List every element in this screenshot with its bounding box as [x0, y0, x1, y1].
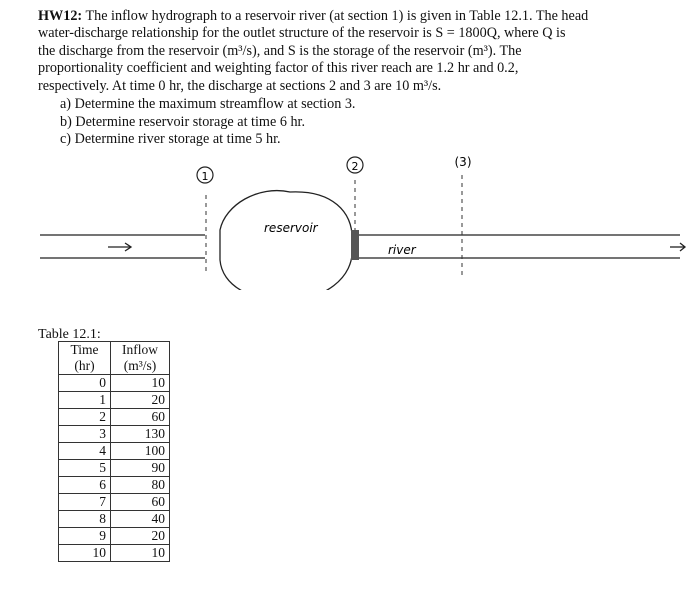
task-c: c) Determine river storage at time 5 hr. [60, 131, 281, 148]
time-cell: 5 [59, 460, 111, 477]
table-row [59, 409, 170, 426]
table-row [59, 477, 170, 494]
inflow-cell: 10 [111, 545, 170, 562]
task-b: b) Determine reservoir storage at time 6 hr. [60, 113, 306, 130]
problem-line-3: the discharge from the reservoir (m³/s), and S is the storage of the reservoir (m³). The [38, 42, 522, 59]
time-cell: 4 [59, 443, 111, 460]
task-list [60, 96, 355, 149]
table-row [59, 375, 170, 392]
outlet-structure [351, 230, 359, 260]
inflow-cell: 60 [111, 409, 170, 426]
table-row [59, 528, 170, 545]
inflow-cell: 20 [111, 392, 170, 409]
problem-line-1 [38, 8, 670, 25]
time-cell: 2 [59, 409, 111, 426]
inflow-table [58, 341, 170, 562]
time-header [59, 342, 111, 375]
table-row [59, 426, 170, 443]
time-header-unit: (hr) [74, 358, 95, 373]
table-row [59, 460, 170, 477]
inflow-cell: 60 [111, 494, 170, 511]
problem-text-1: The inflow hydrograph to a reservoir river (at section 1) is given in Table 12.1. The head [85, 8, 589, 24]
time-cell: 3 [59, 426, 111, 443]
table-row [59, 545, 170, 562]
table-row [59, 494, 170, 511]
task-a: a) Determine the maximum streamflow at section 3. [60, 96, 356, 112]
river-label: river [388, 243, 416, 257]
time-header-label: Time [70, 342, 99, 357]
time-cell: 8 [59, 511, 111, 528]
inflow-cell: 130 [111, 426, 170, 443]
time-cell: 7 [59, 494, 111, 511]
reservoir-label: reservoir [264, 221, 318, 235]
inflow-cell: 100 [111, 443, 170, 460]
problem-line-5: respectively. At time 0 hr, the discharge at sections 2 and 3 are 10 m³/s. [38, 77, 442, 94]
problem-line-2: water-discharge relationship for the outlet structure of the reservoir is S = 1800Q, where Q is [38, 25, 566, 42]
inflow-cell: 10 [111, 375, 170, 392]
problem-title: HW12: [38, 8, 83, 24]
section-3-label: (3) [454, 155, 472, 169]
table-row [59, 443, 170, 460]
time-cell: 1 [59, 392, 111, 409]
reservoir-river-sketch [0, 150, 700, 290]
time-cell: 9 [59, 528, 111, 545]
section-2-label: 2 [351, 160, 359, 173]
table-header-row [59, 342, 170, 375]
time-cell: 0 [59, 375, 111, 392]
inflow-cell: 20 [111, 528, 170, 545]
reservoir-outline [220, 191, 352, 290]
table-body [59, 375, 170, 562]
problem-line-4: proportionality coefficient and weighting factor of this river reach are 1.2 hr and 0.2, [38, 60, 519, 77]
inflow-header [111, 342, 170, 375]
inflow-cell: 40 [111, 511, 170, 528]
table-row [59, 392, 170, 409]
inflow-cell: 90 [111, 460, 170, 477]
inflow-header-unit: (m³/s) [123, 358, 157, 373]
table-row [59, 511, 170, 528]
section-1-label: 1 [201, 170, 209, 183]
problem-statement [38, 8, 670, 95]
table-caption: Table 12.1: [38, 327, 101, 342]
time-cell: 10 [59, 545, 111, 562]
inflow-cell: 80 [111, 477, 170, 494]
inflow-header-label: Inflow [122, 342, 158, 357]
time-cell: 6 [59, 477, 111, 494]
